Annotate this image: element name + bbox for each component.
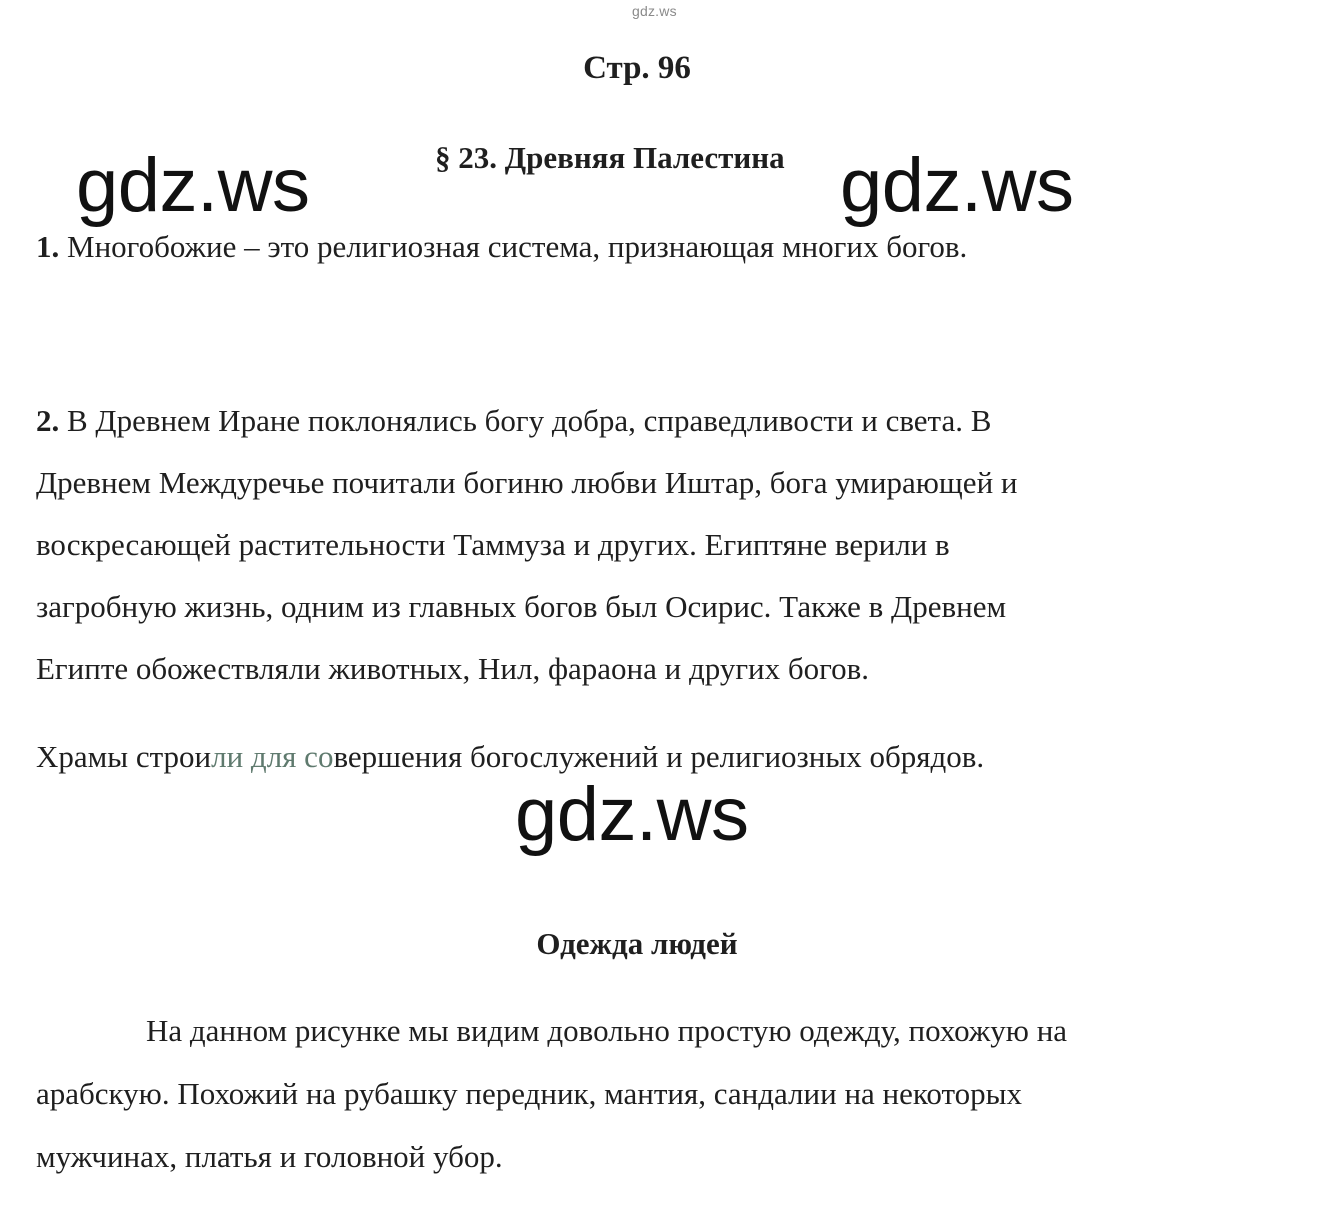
- clothing-line: На данном рисунке мы видим довольно простую одежду, похожую на: [146, 1013, 1068, 1048]
- temples-part-faded: ли для со: [211, 739, 334, 774]
- watermark-center: gdz.ws: [515, 772, 749, 857]
- clothing-line: арабскую. Похожий на рубашку передник, мантия, сандалии на некоторых: [36, 1076, 1022, 1111]
- answer-2-line: Египте обожествляли животных, Нил, фараона и других богов.: [36, 651, 870, 686]
- answer-1-number: 1.: [36, 229, 60, 264]
- answer-2: [36, 405, 1286, 715]
- answer-2-number: 2.: [36, 403, 60, 438]
- temples-sentence: [36, 741, 984, 772]
- temples-part: Храмы строи: [36, 739, 212, 774]
- answer-2-text: В Древнем Иране поклонялись богу добра, справедливости и света. В: [59, 403, 992, 438]
- answer-2-line: [36, 405, 1286, 467]
- clothing-line: мужчинах, платья и головной убор.: [36, 1139, 503, 1174]
- answer-2-line: воскресающей растительности Таммуза и других. Египтяне верили в: [36, 527, 950, 562]
- temples-part: вершения богослужений и религиозных обрядов.: [333, 739, 985, 774]
- watermark-left: gdz.ws: [76, 143, 310, 228]
- answer-1: [36, 231, 967, 262]
- clothing-paragraph: [36, 1015, 1286, 1204]
- watermark-right: gdz.ws: [840, 143, 1074, 228]
- site-mark: gdz.ws: [632, 3, 677, 19]
- clothing-heading: Одежда людей: [536, 926, 738, 961]
- answer-2-line: загробную жизнь, одним из главных богов был Осирис. Также в Древнем: [36, 589, 1007, 624]
- answer-1-text: Многобожие – это религиозная система, признающая многих богов.: [59, 229, 968, 264]
- section-title: § 23. Древняя Палестина: [435, 140, 785, 175]
- page-number: Стр. 96: [583, 50, 691, 86]
- answer-2-line: Древнем Междуречье почитали богиню любви Иштар, бога умирающей и: [36, 465, 1018, 500]
